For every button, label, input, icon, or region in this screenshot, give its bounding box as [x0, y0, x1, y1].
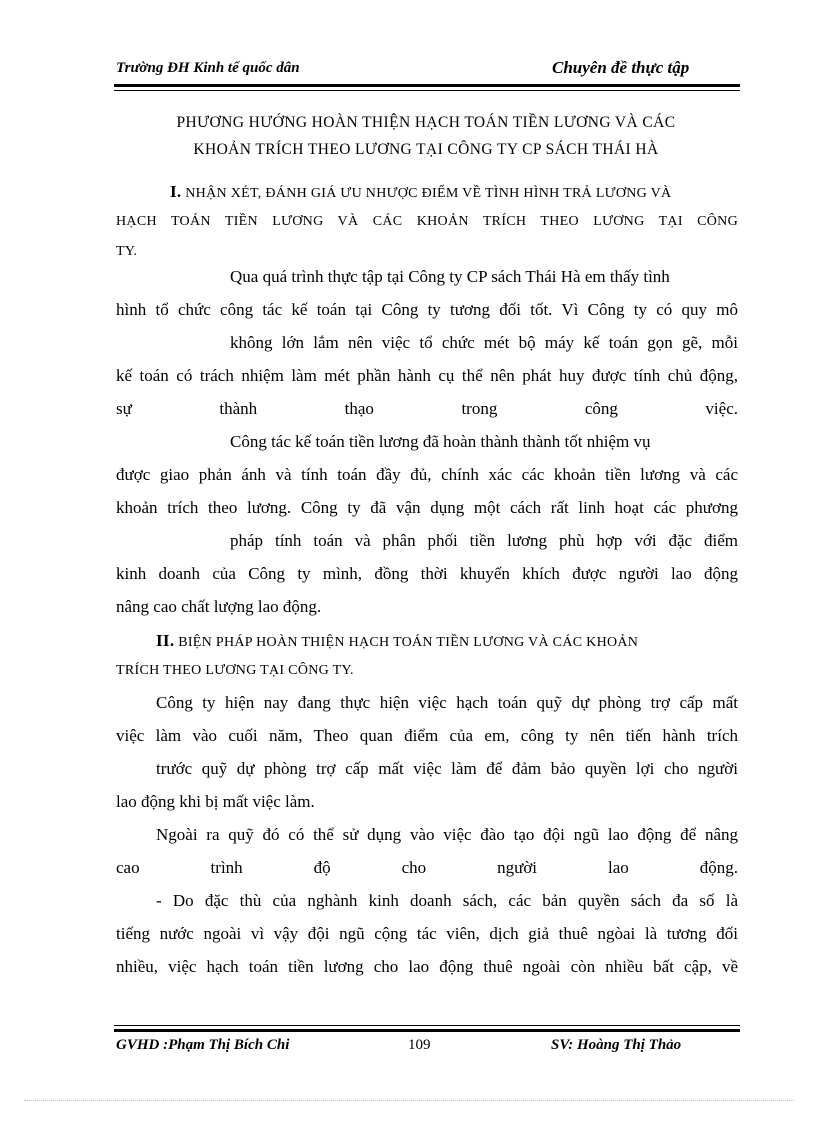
- section-1-paragraph-2: Công tác kế toán tiền lương đã hoàn thành thành tốt nhiệm vụ được giao phản ánh và tính toán đầy đủ, chính xác các khoản tiền lương và các khoản trích theo lương. Công ty đã vận dụng một cách rất linh hoạt các phương pháp tính toán và phân phối tiền lương phù hợp với đặc điểm kinh doanh của Công ty mình, đồng thời khuyến khích được người lao động nâng cao chất lượng lao động.: [116, 432, 738, 616]
- header-doc-type: Chuyên đề thực tập: [552, 58, 690, 77]
- header-rule-thin: [114, 90, 740, 91]
- section-2-paragraph-1: Công ty hiện nay đang thực hiện việc hạch toán quỹ dự phòng trợ cấp mất việc làm vào cuối năm, Theo quan điểm của em, công ty nên tiến hành trích trước quỹ dự phòng trợ cấp mất việc làm để đảm bảo quyền lợi cho người lao động khi bị mất việc làm.: [116, 693, 738, 811]
- section-2-number: II.: [156, 631, 175, 650]
- footer-rule-thin: [114, 1025, 740, 1026]
- section-2-paragraph-3: - Do đặc thù của nghành kinh doanh sách, các bản quyền sách đa số là tiếng nước ngoài vì vậy đội ngũ cộng tác viên, dịch giả thuê ngòai là tương đối nhiều, việc hạch toán tiền lương cho lao động thuê ngoài còn nhiều bất cập, về: [116, 891, 738, 976]
- section-1-heading: [116, 177, 738, 267]
- section-2-heading: [116, 626, 738, 686]
- page-number: 109: [408, 1037, 431, 1053]
- section-1-heading-line-2: HẠCH TOÁN TIỀN LƯƠNG VÀ CÁC KHOẢN TRÍCH THEO LƯƠNG TẠI CÔNG: [116, 214, 738, 229]
- section-2-heading-line-1: II. BIỆN PHÁP HOÀN THIỆN HẠCH TOÁN TIỀN LƯƠNG VÀ CÁC KHOẢN: [156, 631, 639, 650]
- section-1-number: I.: [170, 182, 182, 201]
- page-bottom-divider: [24, 1100, 794, 1101]
- section-1-paragraph-1: Qua quá trình thực tập tại Công ty CP sách Thái Hà em thấy tình hình tổ chức công tác kế toán tại Công ty tương đối tốt. Vì Công ty có quy mô không lớn lắm nên việc tổ chức mét bộ máy kế toán gọn gẽ, mỗi kế toán có trách nhiệm làm mét phần hành cụ thể nên phát huy được tính chủ động, sự thành thạo trong công việc.: [116, 267, 738, 418]
- section-1-heading-line-3: TY.: [116, 244, 138, 259]
- section-1-heading-line-1: I. NHẬN XÉT, ĐÁNH GIÁ ƯU NHƯỢC ĐIỂM VỀ TÌNH HÌNH TRẢ LƯƠNG VÀ: [170, 182, 672, 201]
- chapter-title-line-2: KHOẢN TRÍCH THEO LƯƠNG TẠI CÔNG TY CP SÁCH THÁI HÀ: [193, 141, 659, 158]
- header-school: Trường ĐH Kinh tế quốc dân: [116, 60, 300, 76]
- section-2-paragraph-2: Ngoài ra quỹ đó có thể sử dụng vào việc đào tạo đội ngũ lao động để nâng cao trình độ cho người lao động.: [116, 825, 738, 877]
- footer-student: SV: Hoàng Thị Thảo: [551, 1037, 682, 1053]
- chapter-title-line-1: PHƯƠNG HƯỚNG HOÀN THIỆN HẠCH TOÁN TIỀN LƯƠNG VÀ CÁC: [176, 114, 676, 131]
- footer-advisor: GVHD :Phạm Thị Bích Chi: [116, 1037, 290, 1053]
- footer-rule-thick: [114, 1029, 740, 1032]
- section-2-heading-line-2: TRÍCH THEO LƯƠNG TẠI CÔNG TY.: [116, 663, 354, 678]
- header-rule-thick: [114, 84, 740, 87]
